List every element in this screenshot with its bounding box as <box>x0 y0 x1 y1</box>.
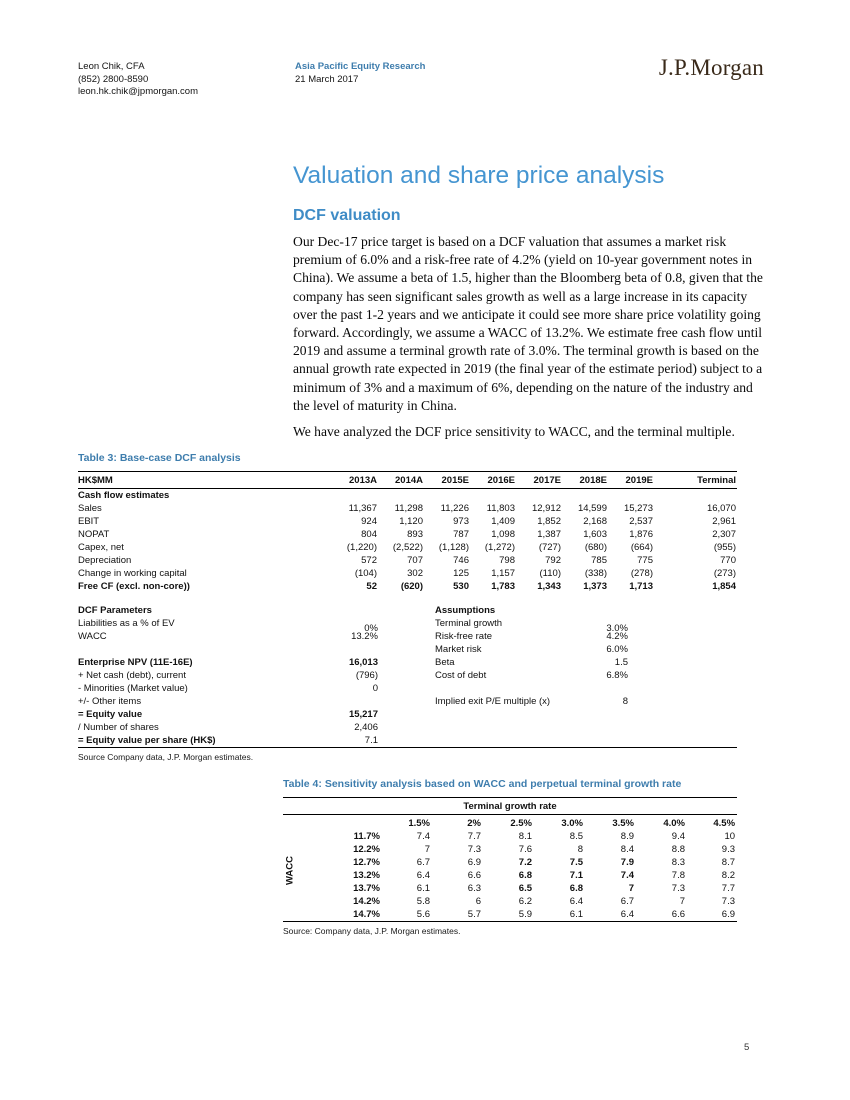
column-header-2015e: 2015E <box>424 472 470 489</box>
cell-2014a: 11,298 <box>394 503 423 514</box>
column-header-2016e: 2016E <box>470 472 516 489</box>
sens-cell: 6.4 <box>569 895 583 907</box>
table3-source: Source Company data, J.P. Morgan estimates. <box>78 752 254 762</box>
cashflow-section-label: Cash flow estimates <box>78 490 170 501</box>
sens-cell: 6.7 <box>416 856 430 868</box>
param-right-label <box>435 721 575 734</box>
sensitivity-row <box>283 895 737 908</box>
param-left-value: 15,217 <box>348 709 378 720</box>
report-date: 21 March 2017 <box>295 73 359 85</box>
sens-cell: 7.6 <box>518 843 532 855</box>
cashflow-row <box>78 554 737 567</box>
cell-2017e: 1,852 <box>537 516 561 527</box>
param-left-value: 16,013 <box>348 657 378 668</box>
column-header-2014a: 2014A <box>378 472 424 489</box>
wacc-row-label: 13.7% <box>353 882 380 894</box>
param-left-label: +/- Other items <box>78 696 142 707</box>
cell-2016e: 1,783 <box>491 581 515 592</box>
publication-block <box>295 61 425 86</box>
cell-2015e: 746 <box>453 555 469 566</box>
cell-2018e: 1,603 <box>583 529 607 540</box>
param-right-label: Cost of debt <box>435 670 487 681</box>
table3-caption: Table 3: Base-case DCF analysis <box>78 452 241 464</box>
table3-header-row <box>78 472 737 489</box>
column-header-terminal: Terminal <box>654 472 737 489</box>
sens-cell: 8.2 <box>721 869 736 881</box>
tg-col-3: 2.5% <box>510 817 532 829</box>
cell-2016e: 11,803 <box>486 503 515 514</box>
cell-2015e: 973 <box>453 516 469 527</box>
cell-2018e: (680) <box>584 542 607 553</box>
cell-2019e: 2,537 <box>629 516 653 527</box>
column-header-2019e: 2019E <box>608 472 654 489</box>
sens-cell: 6.1 <box>416 882 430 894</box>
cell-terminal: (273) <box>713 568 736 579</box>
sens-cell: 6.6 <box>671 908 685 920</box>
cell-2016e: 1,409 <box>491 516 515 527</box>
cell-terminal: 2,961 <box>712 516 736 527</box>
sens-cell: 7.2 <box>518 856 532 868</box>
subsection-title: DCF valuation <box>293 207 401 224</box>
cell-2014a: 1,120 <box>399 516 423 527</box>
param-left-value: 0% <box>364 623 378 634</box>
sens-cell: 5.6 <box>416 908 430 920</box>
sens-cell: 6.4 <box>416 869 430 881</box>
params-row <box>78 695 737 708</box>
param-left-value: 13.2% <box>351 631 378 642</box>
params-row <box>78 734 737 748</box>
cell-terminal: 770 <box>720 555 736 566</box>
sens-cell: 7.1 <box>569 869 583 881</box>
sens-cell: 6.1 <box>569 908 583 920</box>
sensitivity-table <box>283 797 737 922</box>
analyst-block <box>78 61 198 99</box>
cell-2019e: (278) <box>630 568 653 579</box>
sens-cell: 6.3 <box>467 882 481 894</box>
column-header-hkmm: HK$MM <box>78 472 332 489</box>
param-right-label: Assumptions <box>435 605 496 616</box>
column-header-2017e: 2017E <box>516 472 562 489</box>
section-title: Valuation and share price analysis <box>293 162 665 189</box>
cell-2017e: 12,912 <box>531 503 561 514</box>
group-header: Terminal growth rate <box>283 798 737 815</box>
sens-cell: 8.7 <box>721 856 736 868</box>
cashflow-row <box>78 502 737 515</box>
cashflow-row <box>78 567 737 580</box>
tg-col-6: 4.0% <box>663 817 685 829</box>
cell-2018e: (338) <box>584 568 607 579</box>
param-right-value: 3.0% <box>606 623 628 634</box>
sensitivity-row <box>283 856 737 869</box>
cell-2013a: 52 <box>366 581 377 592</box>
sens-cell: 7.4 <box>416 830 430 842</box>
sensitivity-row <box>283 830 737 843</box>
sens-cell: 7 <box>628 882 634 894</box>
cell-2016e: 1,098 <box>491 529 515 540</box>
sens-cell: 6.8 <box>569 882 583 894</box>
sens-cell: 6.6 <box>467 869 481 881</box>
sens-cell: 7.5 <box>569 856 583 868</box>
analyst-phone: (852) 2800-8590 <box>78 73 149 85</box>
param-left-value: 2,406 <box>354 722 378 733</box>
param-left-label: = Equity value per share (HK$) <box>78 735 216 746</box>
param-right-value: 6.8% <box>606 670 628 681</box>
cell-2015e: (1,128) <box>438 542 469 553</box>
sens-cell: 6.2 <box>518 895 532 907</box>
sensitivity-rows <box>283 830 737 922</box>
params-row <box>78 708 737 721</box>
cell-2016e: 1,157 <box>491 568 515 579</box>
cell-2013a: (104) <box>354 568 377 579</box>
cell-2015e: 125 <box>453 568 469 579</box>
table4-header-row <box>283 815 737 830</box>
param-left-label: + Net cash (debt), current <box>78 670 186 681</box>
body-paragraph-2: We have analyzed the DCF price sensitivity to WACC, and the terminal multiple. <box>293 424 735 440</box>
sens-cell: 7 <box>424 843 430 855</box>
sens-cell: 8.1 <box>518 830 532 842</box>
sens-cell: 8.9 <box>620 830 634 842</box>
cell-2019e: 1,876 <box>629 529 653 540</box>
main-content <box>293 162 771 441</box>
sens-cell: 6.8 <box>518 869 532 881</box>
param-right-value: 4.2% <box>606 631 628 642</box>
params-row <box>78 643 737 656</box>
cell-2018e: 14,599 <box>577 503 607 514</box>
group-header-row <box>283 798 737 815</box>
sens-cell: 7.3 <box>671 882 685 894</box>
cell-2016e: (1,272) <box>484 542 515 553</box>
cell-2013a: 572 <box>361 555 377 566</box>
param-right-label <box>435 708 575 721</box>
sens-cell: 7.3 <box>721 895 736 907</box>
row-label: Depreciation <box>78 555 132 566</box>
wacc-row-label: 14.2% <box>353 895 380 907</box>
cell-2017e: 792 <box>545 555 561 566</box>
param-left-label: - Minorities (Market value) <box>78 683 188 694</box>
sens-cell: 5.8 <box>416 895 430 907</box>
sens-cell: 6.4 <box>620 908 634 920</box>
param-left-value: 0 <box>372 683 378 694</box>
param-right-value: 1.5 <box>614 657 628 668</box>
sens-cell: 6.9 <box>721 908 736 920</box>
cell-2014a: 302 <box>407 568 423 579</box>
cell-2019e: 15,273 <box>623 503 653 514</box>
sens-cell: 6.7 <box>620 895 634 907</box>
cell-2014a: 893 <box>407 529 423 540</box>
sens-cell: 7.8 <box>671 869 685 881</box>
param-left-label: = Equity value <box>78 709 143 720</box>
cashflow-section-row <box>78 489 737 503</box>
param-left-label: DCF Parameters <box>78 605 152 616</box>
params-row <box>78 604 737 617</box>
cell-2013a: (1,220) <box>346 542 377 553</box>
cell-2019e: 775 <box>637 555 653 566</box>
row-label: Sales <box>78 503 102 514</box>
sens-cell: 8.4 <box>620 843 634 855</box>
param-right-label: Terminal growth <box>435 618 503 629</box>
sens-cell: 8.5 <box>569 830 583 842</box>
analyst-name: Leon Chik, CFA <box>78 61 145 72</box>
wacc-row-label: 12.2% <box>353 843 380 855</box>
params-row <box>78 630 737 643</box>
wacc-row-label: 12.7% <box>353 856 380 868</box>
param-right-label <box>435 734 575 748</box>
dcf-analysis-table <box>78 471 737 593</box>
sens-cell: 10 <box>724 830 736 842</box>
cell-2019e: (664) <box>630 542 653 553</box>
analyst-email: leon.hk.chik@jpmorgan.com <box>78 86 199 97</box>
param-right-label: Market risk <box>435 644 482 655</box>
table3-section <box>78 452 737 762</box>
sens-cell: 7.4 <box>620 869 634 881</box>
sensitivity-row <box>283 843 737 856</box>
cell-2015e: 530 <box>453 581 469 592</box>
param-left-value: 7.1 <box>364 735 378 746</box>
sens-cell: 7.7 <box>467 830 481 842</box>
sens-cell: 7.7 <box>721 882 736 894</box>
cell-2018e: 785 <box>591 555 607 566</box>
sens-cell: 5.7 <box>467 908 481 920</box>
cell-2017e: (727) <box>538 542 561 553</box>
sens-cell: 9.3 <box>721 843 736 855</box>
wacc-axis-label: WACC <box>284 855 296 886</box>
row-label: Capex, net <box>78 542 124 553</box>
cell-terminal: 2,307 <box>712 529 736 540</box>
param-right-value: 8 <box>622 696 628 707</box>
tg-col-4: 3.0% <box>561 817 583 829</box>
sens-cell: 6.9 <box>467 856 481 868</box>
column-header-2018e: 2018E <box>562 472 608 489</box>
sens-cell: 7.9 <box>620 856 634 868</box>
cell-2016e: 798 <box>499 555 515 566</box>
param-left-value: (796) <box>355 670 378 681</box>
param-left-label: Enterprise NPV (11E-16E) <box>78 657 193 668</box>
tg-col-7: 4.5% <box>713 817 736 829</box>
cell-2017e: 1,387 <box>537 529 561 540</box>
cell-2017e: 1,343 <box>537 581 561 592</box>
cashflow-row <box>78 528 737 541</box>
sens-cell: 8.8 <box>671 843 685 855</box>
param-right-label: Beta <box>435 657 455 668</box>
sensitivity-row <box>283 869 737 882</box>
table4-section <box>283 778 737 936</box>
row-label: EBIT <box>78 516 100 527</box>
cell-2013a: 804 <box>361 529 377 540</box>
sens-cell: 6 <box>475 895 481 907</box>
cell-2013a: 924 <box>361 516 377 527</box>
page-number: 5 <box>744 1042 750 1053</box>
wacc-row-label: 13.2% <box>353 869 380 881</box>
row-label: NOPAT <box>78 529 110 540</box>
tg-col-2: 2% <box>467 817 481 829</box>
cell-2015e: 11,226 <box>440 503 469 514</box>
sens-cell: 5.9 <box>518 908 532 920</box>
sens-cell: 7.3 <box>467 843 481 855</box>
column-header-2013a: 2013A <box>332 472 378 489</box>
cell-2018e: 2,168 <box>583 516 607 527</box>
params-row <box>78 682 737 695</box>
params-row <box>78 669 737 682</box>
sens-cell: 8 <box>577 843 583 855</box>
sens-cell: 6.5 <box>518 882 532 894</box>
params-row <box>78 721 737 734</box>
params-row <box>78 656 737 669</box>
tg-col-1: 1.5% <box>408 817 430 829</box>
research-division-label: Asia Pacific Equity Research <box>295 61 426 72</box>
cell-2014a: (620) <box>400 581 423 592</box>
jpmorgan-logo: J.P.Morgan <box>658 55 764 80</box>
param-left-label <box>78 643 288 656</box>
sens-cell: 9.4 <box>671 830 685 842</box>
cell-terminal: 16,070 <box>706 503 736 514</box>
params-row <box>78 617 737 630</box>
wacc-row-label: 11.7% <box>353 830 380 842</box>
cell-2013a: 11,367 <box>348 503 377 514</box>
row-label: Free CF (excl. non-core)) <box>78 581 190 592</box>
cashflow-row <box>78 580 737 593</box>
tg-col-5: 3.5% <box>612 817 634 829</box>
cell-2018e: 1,373 <box>583 581 607 592</box>
param-left-label: WACC <box>78 631 107 642</box>
param-right-label <box>435 682 575 695</box>
param-right-label: Risk-free rate <box>435 631 493 642</box>
cell-2017e: (110) <box>539 568 561 579</box>
sensitivity-row <box>283 908 737 922</box>
cell-terminal: 1,854 <box>712 581 736 592</box>
params-rows <box>78 604 737 748</box>
cell-terminal: (955) <box>713 542 736 553</box>
param-left-label: Liabilities as a % of EV <box>78 618 175 629</box>
sens-cell: 7 <box>679 895 685 907</box>
param-right-label: Implied exit P/E multiple (x) <box>435 696 551 707</box>
table4-source: Source: Company data, J.P. Morgan estimates. <box>283 925 461 936</box>
table4-caption: Table 4: Sensitivity analysis based on WACC and perpetual terminal growth rate <box>283 778 682 790</box>
cell-2014a: (2,522) <box>392 542 423 553</box>
sensitivity-row <box>283 882 737 895</box>
dcf-parameters-table <box>78 604 737 748</box>
body-paragraph-1: Our Dec-17 price target is based on a DCF valuation that assumes a market risk premium of 6.0% and a risk-free rate of 4.2% (yield on 10-year government notes in China). We assume a beta of 1.5, higher than the Bloomberg beta of 0.8, given that the company has seen significant sales growth as well as a large increase in its capacity over the past 1-2 years and we anticipate it could see more share price volatility going forward. Accordingly, we assume a WACC of 13.2%. We estimate free cash flow until 2019 and assume a terminal growth rate of 3.0%. The terminal growth is based on the annual growth rate expected in 2019 (the final year of the estimate period) subject to a minimum of 3% and a maximum of 6%, depending on the nature of the industry and the level of maturity in China. <box>293 234 763 413</box>
sens-cell: 8.3 <box>671 856 685 868</box>
cashflow-row <box>78 515 737 528</box>
cell-2015e: 787 <box>453 529 469 540</box>
cell-2019e: 1,713 <box>629 581 653 592</box>
row-label: Change in working capital <box>78 568 187 579</box>
param-right-value: 6.0% <box>606 644 628 655</box>
cashflow-rows <box>78 489 737 594</box>
cashflow-row <box>78 541 737 554</box>
param-left-label: / Number of shares <box>78 722 159 733</box>
wacc-row-label: 14.7% <box>353 908 380 920</box>
cell-2014a: 707 <box>407 555 423 566</box>
